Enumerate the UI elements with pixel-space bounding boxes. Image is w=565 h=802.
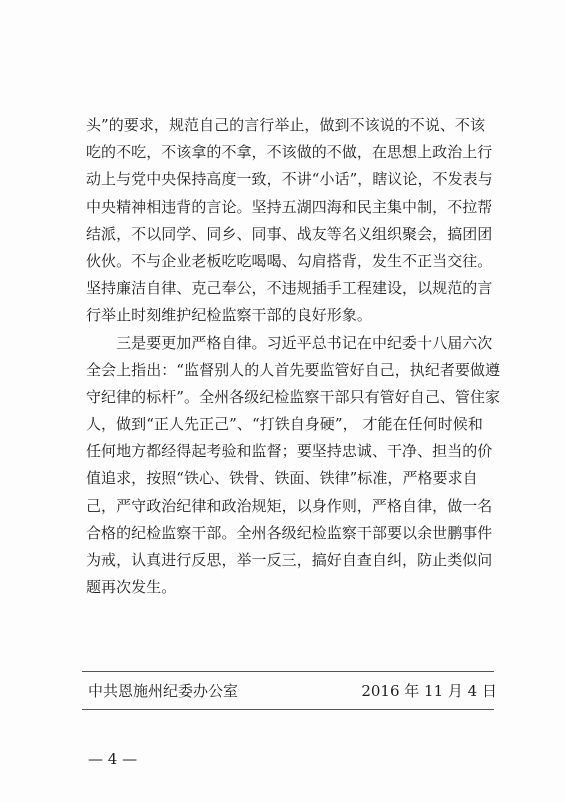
body-line: 值追求，按照“铁心、铁骨、铁面、铁律”标准，严格要求自 [86,469,478,488]
body-text [86,112,501,601]
footer-top-rule [82,671,494,672]
body-line: 任何地方都经得起考验和监督；要坚持忠诚、干净、担当的价 [86,442,493,461]
body-line: 坚持廉洁自律、克己奉公，不违规插手工程建设，以规范的言 [86,279,493,298]
body-line: 守纪律的标杆”。全州各级纪检监察干部只有管好自己、管住家 [86,387,501,406]
body-line: 题再次发生。 [86,578,177,597]
body-line: 合格的纪检监察干部。全州各级纪检监察干部要以余世鹏事件 [86,523,493,542]
issue-date: 2016 年 11 月 4 日 [361,682,497,700]
section-three-line: 三是要更加严格自律。习近平总书记在中纪委十八届六次 [86,333,493,352]
body-line: 人，做到“正人先正己”、“打铁自身硬”， 才能在任何时候和 [86,415,483,434]
body-line: 中央精神相违背的言论。坚持五湖四海和民主集中制，不拉帮 [86,197,493,216]
issuing-office: 中共恩施州纪委办公室 [88,682,239,700]
body-line: 吃的不吃，不该拿的不拿，不该做的不做，在思想上政治上行 [86,143,493,162]
body-line: 全会上指出：“监督别人的人首先要监管好自己，执纪者要做遵 [86,360,501,379]
page-number: — 4 — [88,750,138,768]
body-line: 行举止时刻维护纪检监察干部的良好形象。 [86,306,372,325]
body-line: 己，严守政治纪律和政治规矩，以身作则，严格自律，做一名 [86,496,493,515]
body-line: 头”的要求，规范自己的言行举止，做到不该说的不说、不该 [86,116,486,134]
body-line: 伙伙。不与企业老板吃吃喝喝、勾肩搭背，发生不正当交往。 [86,251,493,270]
body-line: 动上与党中央保持高度一致，不讲“小话”，瞎议论，不发表与 [86,170,493,189]
body-line: 结派，不以同学、同乡、同事、战友等名义组织聚会，搞团团 [86,224,493,243]
body-line: 为戒，认真进行反思，举一反三，搞好自查自纠，防止类似问 [86,551,493,569]
footer-bottom-rule [82,709,494,710]
